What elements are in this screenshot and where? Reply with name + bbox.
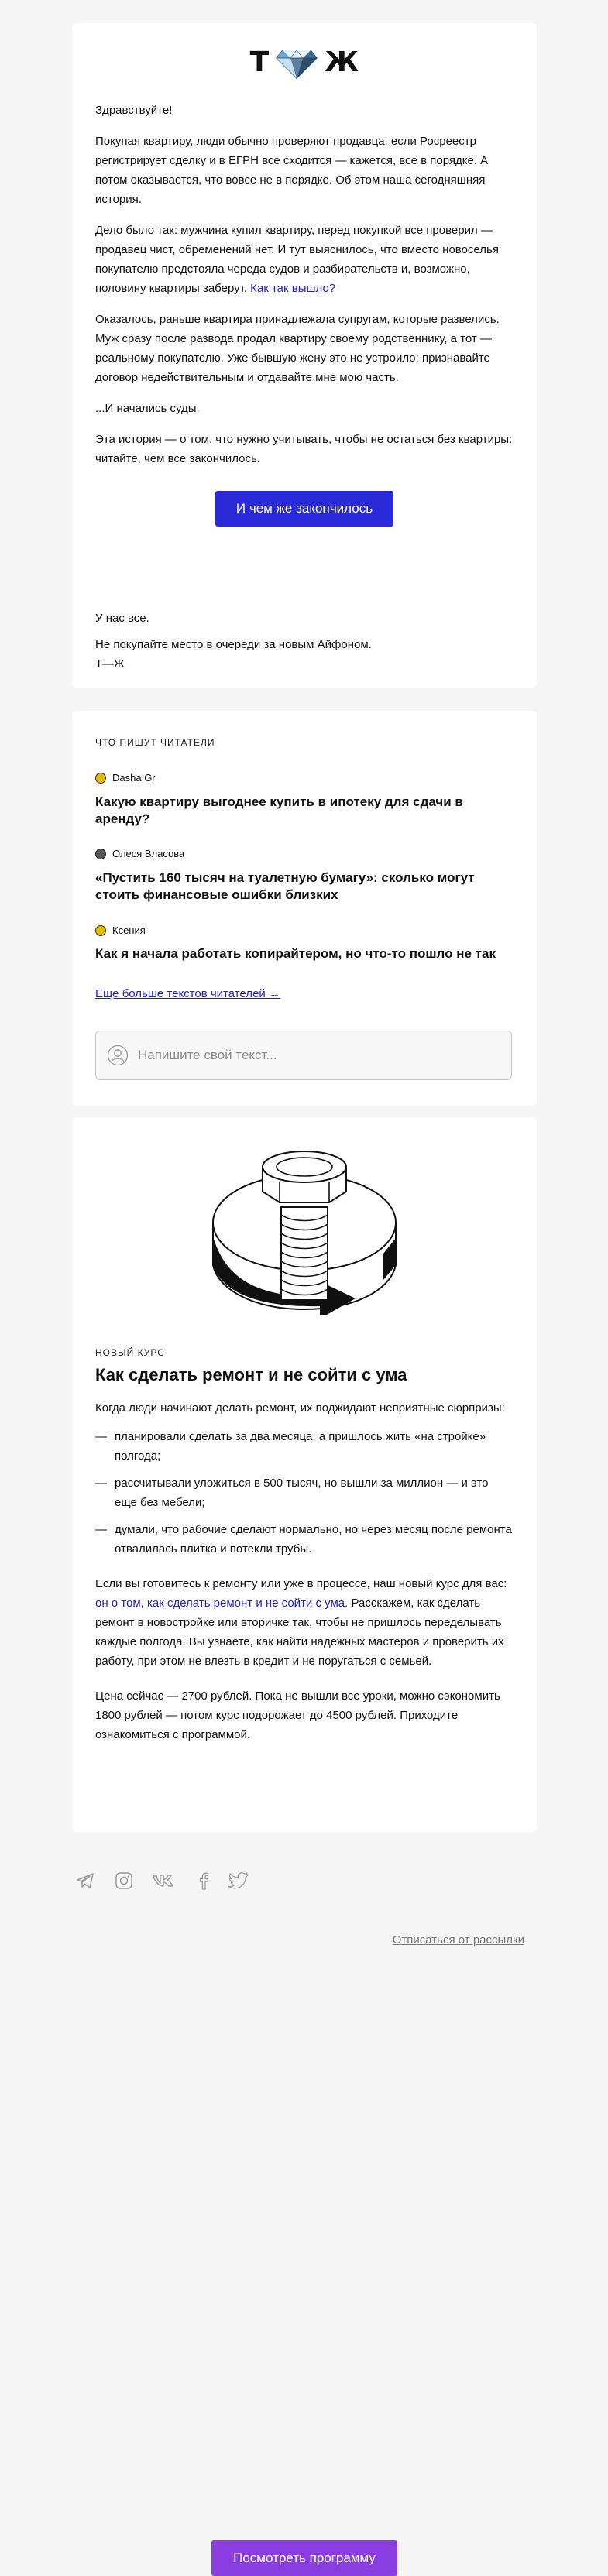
readers-card: [72, 711, 537, 1106]
list-item-text: планировали сделать за два месяца, а пришлось жить «на стройке» полгода;: [115, 1430, 486, 1463]
how-it-happened-link[interactable]: Как так вышло?: [250, 282, 336, 295]
twitter-icon[interactable]: [228, 1871, 250, 1891]
course-title: Как сделать ремонт и не сойти с ума: [95, 1365, 407, 1384]
write-text-input[interactable]: [95, 1031, 512, 1080]
telegram-icon[interactable]: [75, 1871, 95, 1891]
author-name: Ксения: [112, 924, 146, 936]
logo-letter-t: Т: [249, 46, 270, 78]
intro-paragraph: Покупая квартиру, люди обычно проверяют продавца: если Росреестр регистрирует сделку и в ЕГРН все сходится — кажется, все в порядке. А потом оказывается, что вовсе не в порядке. Об этом наша сегодняшняя история.: [95, 135, 489, 206]
view-program-button[interactable]: Посмотреть программу: [211, 2540, 397, 2576]
bullet-dash: —: [95, 1430, 107, 1443]
course-offer-paragraph: [95, 1574, 514, 1671]
reader-article-title[interactable]: «Пустить 160 тысяч на туалетную бумагу»: сколько могут стоить финансовые ошибки близких: [95, 870, 475, 902]
read-ending-button[interactable]: И чем же закончилось: [215, 491, 393, 527]
readers-heading: ЧТО ПИШУТ ЧИТАТЕЛИ: [95, 737, 215, 748]
bullet-dash: —: [95, 1477, 107, 1490]
bullet-dash: —: [95, 1523, 107, 1536]
author-name: Dasha Gr: [112, 772, 156, 784]
bolt-illustration: [204, 1137, 405, 1315]
reader-article-title[interactable]: Как я начала работать копирайтером, но что-то пошло не так: [95, 946, 496, 961]
reader-author[interactable]: [95, 924, 146, 936]
list-item-text: думали, что рабочие сделают нормально, но через месяц после ремонта отвалилась плитка и потекли трубы.: [115, 1523, 512, 1556]
offer-text: Расскажем, как сделать ремонт в новостройке или вторичке так, чтобы не пришлось переделывать каждые полгода. Вы узнаете, как найти надежных мастеров и проверить их работу, при этом не влезть в кредит и не поругаться с семьей.: [95, 1597, 504, 1668]
avatar: [95, 849, 106, 859]
unsubscribe-link[interactable]: Отписаться от рассылки: [392, 1933, 524, 1947]
avatar: [95, 773, 106, 784]
course-intro: Когда люди начинают делать ремонт, их поджидают неприятные сюрпризы:: [95, 1401, 505, 1415]
reader-author[interactable]: [95, 848, 184, 859]
reader-article-title[interactable]: Какую квартиру выгоднее купить в ипотеку для сдачи в аренду?: [95, 794, 463, 826]
vk-icon[interactable]: [152, 1871, 175, 1891]
courts-paragraph: ...И начались суды.: [95, 402, 200, 415]
greeting: Здравствуйте!: [95, 104, 173, 117]
summary-paragraph: Эта история — о том, что нужно учитывать, чтобы не остаться без квартиры: читайте, чем все закончилось.: [95, 433, 513, 465]
reader-author[interactable]: [95, 772, 156, 784]
more-reader-texts-link[interactable]: Еще больше текстов читателей →: [95, 987, 280, 1000]
instagram-icon[interactable]: [114, 1871, 134, 1891]
course-label: НОВЫЙ КУРС: [95, 1347, 165, 1358]
course-price-paragraph: Цена сейчас — 2700 рублей. Пока не вышли все уроки, можно сэкономить 1800 рублей — потом курс подорожает до 4500 рублей. Приходите ознакомиться с программой.: [95, 1689, 500, 1741]
ps-text: Не покупайте место в очереди за новым Айфоном.: [95, 638, 372, 651]
facebook-icon[interactable]: [194, 1871, 214, 1891]
divorce-paragraph: Оказалось, раньше квартира принадлежала супругам, которые развелись. Муж сразу после развода продал квартиру своему родственнику, а тот — реальному покупателю. Уже бывшую жену это не устроило: признавайте договор недействительным и отдавайте мне мою часть.: [95, 313, 500, 384]
course-link[interactable]: он о том, как сделать ремонт и не сойти с ума.: [95, 1597, 349, 1610]
signature: Т—Ж: [95, 657, 125, 671]
avatar: [95, 925, 106, 936]
user-icon: [107, 1044, 129, 1066]
letter-card: [72, 23, 537, 688]
logo-letter-zh: Ж: [325, 46, 359, 78]
input-placeholder: Напишите свой текст...: [138, 1048, 277, 1062]
list-item-text: рассчитывали уложиться в 500 тысяч, но вышли за миллион — и это еще без мебели;: [115, 1477, 489, 1509]
story-paragraph: [95, 221, 514, 298]
author-name: Олеся Власова: [112, 848, 185, 859]
offer-text: Если вы готовитесь к ремонту или уже в процессе, наш новый курс для вас:: [95, 1577, 507, 1590]
closing-text: У нас все.: [95, 612, 149, 625]
tzh-logo[interactable]: [72, 42, 537, 84]
story-text: Дело было так: мужчина купил квартиру, перед покупкой все проверил — продавец чист, обременений нет. И тут выяснилось, что вместо новоселья покупателю предстояла череда судов и разбирательств и, возможно, половину квартиры заберут.: [95, 224, 499, 295]
diamond-icon: [275, 46, 318, 80]
